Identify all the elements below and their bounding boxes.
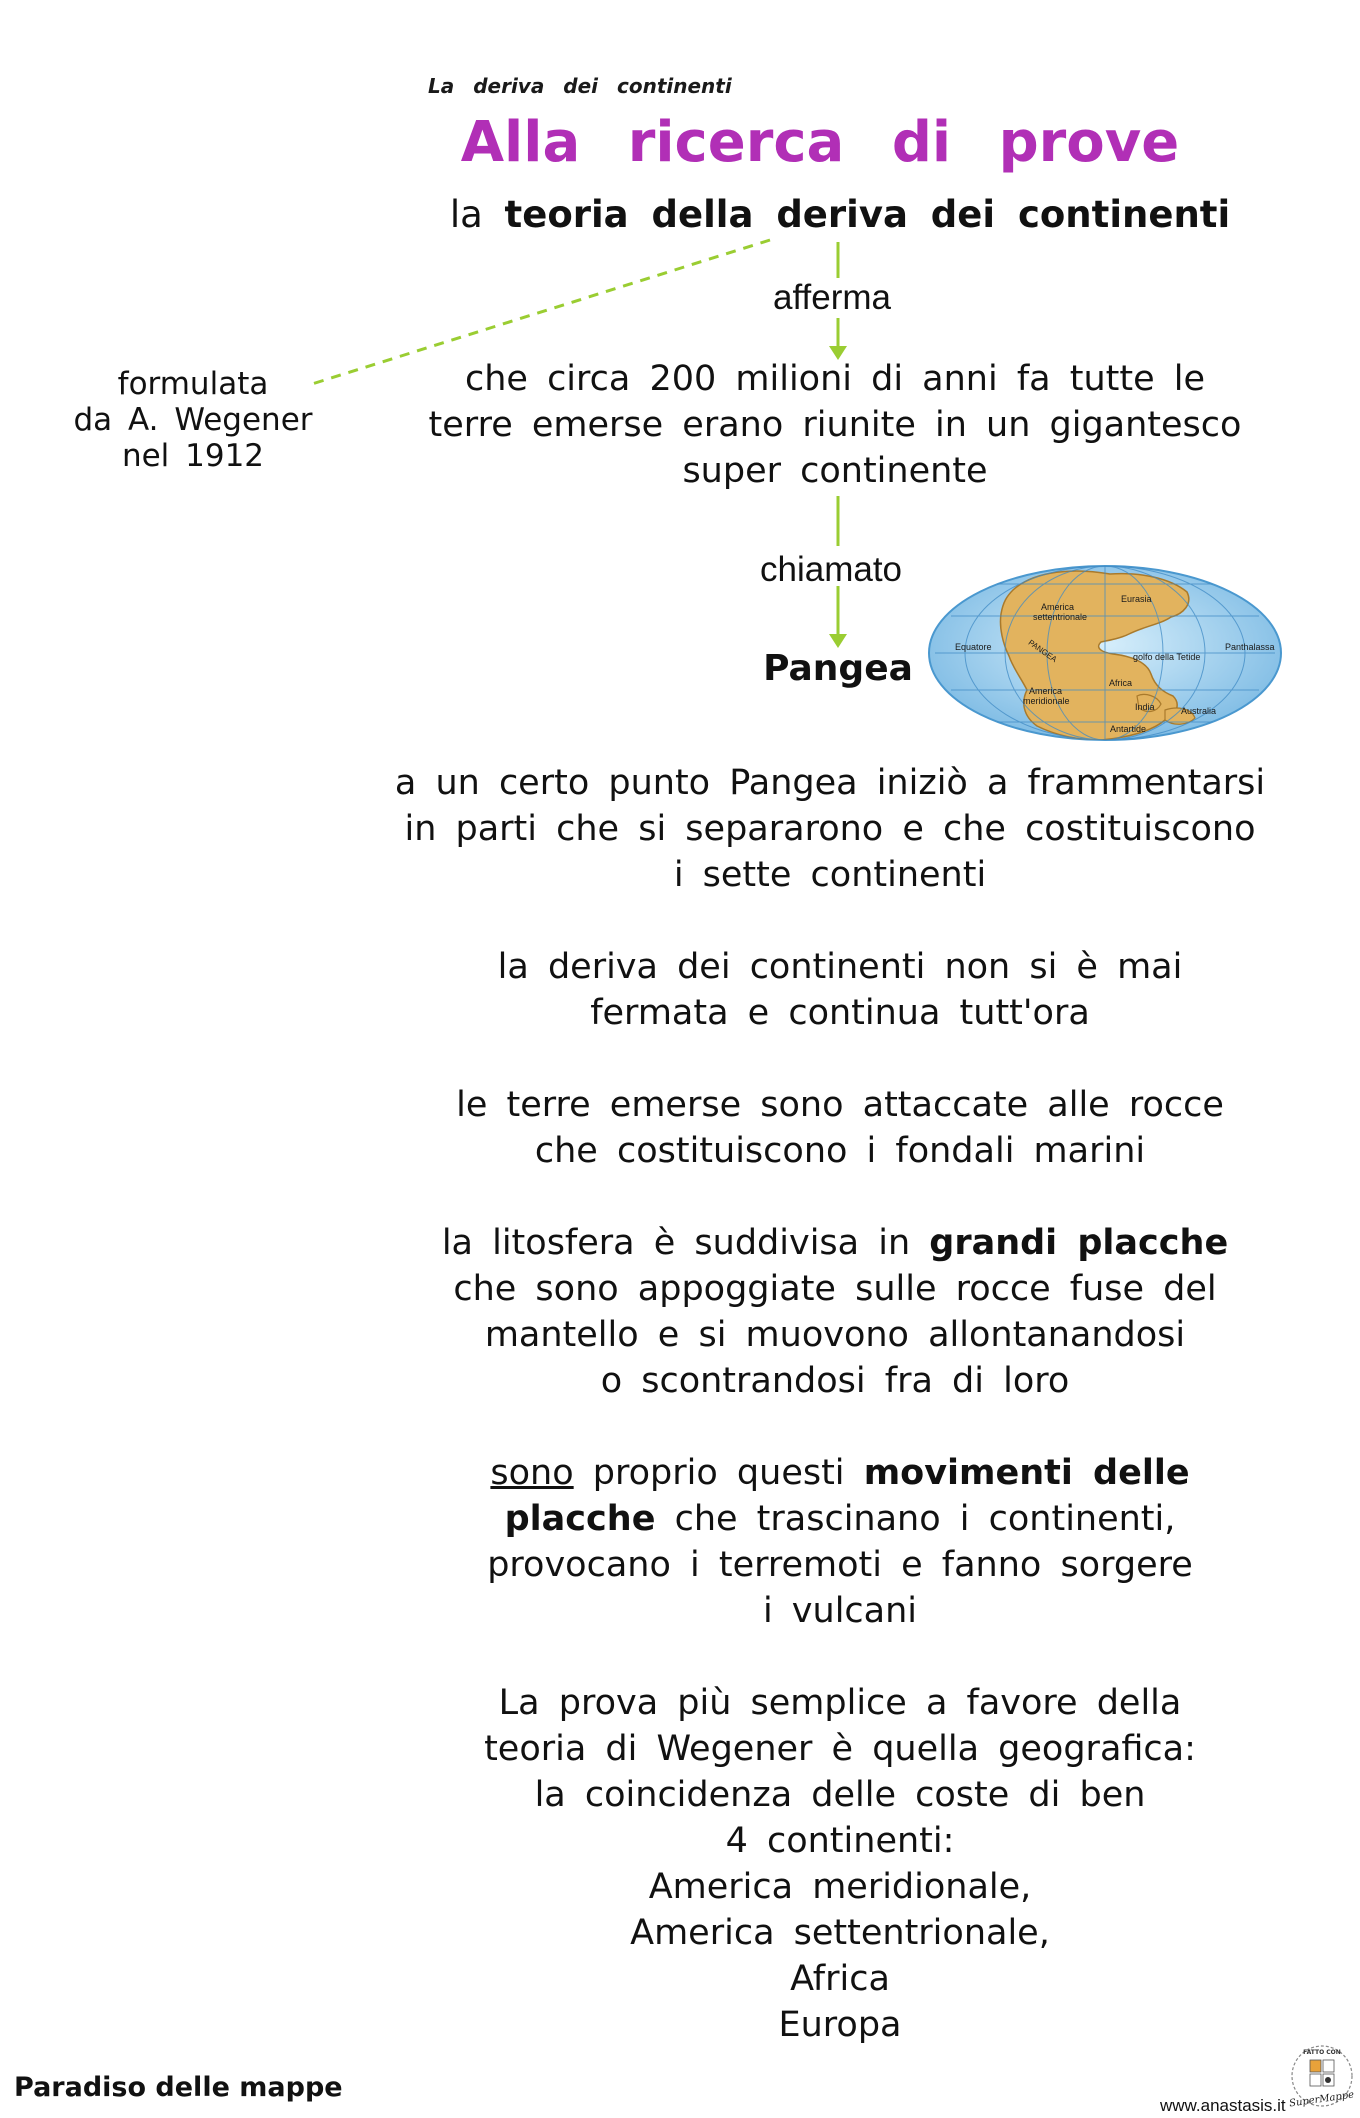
paragraph-ongoing-drift bbox=[420, 944, 1260, 1036]
text-line: i vulcani bbox=[762, 1591, 918, 1631]
footer-url[interactable]: www.anastasis.it bbox=[1160, 2096, 1286, 2115]
map-label-antartide: Antartide bbox=[1110, 724, 1147, 734]
arrowhead-chiamato bbox=[829, 634, 847, 648]
document-title: Alla ricerca di prove bbox=[460, 110, 1180, 175]
text-line: le terre emerse sono attaccate alle rocce bbox=[456, 1085, 1224, 1125]
text-line: mantello e si muovono allontanandosi bbox=[484, 1315, 1186, 1355]
map-label-australia: Australia bbox=[1181, 706, 1217, 716]
map-label-north-america: America bbox=[1041, 602, 1075, 612]
text-line: che circa 200 milioni di anni fa tutte le bbox=[464, 359, 1206, 399]
text-line: la deriva dei continenti non si è mai bbox=[497, 947, 1183, 987]
text-line: terre emerse erano riunite in un gigantesco bbox=[428, 405, 1242, 445]
map-label-africa: Africa bbox=[1109, 678, 1133, 688]
text-line bbox=[420, 1450, 1260, 1496]
text-line: super continente bbox=[682, 451, 988, 491]
text-line: Europa bbox=[778, 2005, 902, 2045]
badge-bottom-text: SuperMappe bbox=[1288, 2089, 1355, 2110]
map-label-south-america: America bbox=[1029, 686, 1063, 696]
map-label-south-america: meridionale bbox=[1023, 696, 1070, 706]
text-line: che sono appoggiate sulle rocce fuse del bbox=[453, 1269, 1217, 1309]
theory-prefix: la bbox=[449, 193, 483, 236]
map-label-india: India bbox=[1135, 702, 1155, 712]
paragraph-plate-movements bbox=[420, 1450, 1260, 1634]
side-note-line: nel 1912 bbox=[121, 438, 265, 474]
text-line: America meridionale, bbox=[648, 1867, 1032, 1907]
badge-top-text: FATTO CON bbox=[1303, 2049, 1341, 2056]
document-subtitle: La deriva dei continenti bbox=[428, 74, 732, 98]
map-label-panthalassa: Panthalassa bbox=[1225, 642, 1275, 652]
pangea-map bbox=[925, 562, 1285, 744]
text-line: Africa bbox=[790, 1959, 890, 1999]
text-line: fermata e continua tutt'ora bbox=[590, 993, 1090, 1033]
paragraph-plates bbox=[400, 1220, 1270, 1404]
map-label-equator: Equatore bbox=[955, 642, 992, 652]
side-note bbox=[58, 366, 328, 474]
text-span: la litosfera è suddivisa in bbox=[441, 1223, 911, 1263]
text-span: che trascinano i continenti, bbox=[674, 1499, 1176, 1539]
text-line: provocano i terremoti e fanno sorgere bbox=[487, 1545, 1193, 1585]
text-line: o scontrandosi fra di loro bbox=[600, 1361, 1070, 1401]
underlined-word: sono bbox=[490, 1453, 574, 1493]
text-line: teoria di Wegener è quella geografica: bbox=[484, 1729, 1196, 1769]
text-line bbox=[420, 1496, 1260, 1542]
text-line: America settentrionale, bbox=[630, 1913, 1050, 1953]
text-line bbox=[400, 1220, 1270, 1266]
text-line: la coincidenza delle coste di ben bbox=[534, 1775, 1146, 1815]
text-line: i sette continenti bbox=[673, 855, 987, 895]
paragraph-fragmentation bbox=[380, 760, 1280, 898]
paragraph-ocean-floor bbox=[420, 1082, 1260, 1174]
bold-term: placche bbox=[504, 1499, 656, 1539]
text-line: La prova più semplice a favore della bbox=[498, 1683, 1182, 1723]
map-label-north-america: settentrionale bbox=[1033, 612, 1088, 622]
map-label-tetide: golfo della Tetide bbox=[1133, 652, 1201, 662]
pangea-label: Pangea bbox=[763, 648, 913, 689]
link-label-chiamato: chiamato bbox=[760, 550, 903, 589]
text-line: a un certo punto Pangea iniziò a frammentarsi bbox=[394, 763, 1266, 803]
text-line: 4 continenti: bbox=[725, 1821, 955, 1861]
bold-term: movimenti delle bbox=[863, 1453, 1190, 1493]
map-label-pangea: PANGEA bbox=[1026, 637, 1059, 665]
text-line: che costituiscono i fondali marini bbox=[534, 1131, 1146, 1171]
link-label-afferma: afferma bbox=[773, 278, 892, 317]
statement-block bbox=[400, 356, 1270, 494]
paragraph-geographic-proof bbox=[420, 1680, 1260, 2048]
map-label-eurasia: Eurasia bbox=[1121, 594, 1152, 604]
text-span: proprio questi bbox=[592, 1453, 845, 1493]
theory-bold: teoria della deriva dei continenti bbox=[504, 193, 1231, 236]
supermappe-badge-icon bbox=[1288, 2040, 1356, 2114]
side-note-line: formulata bbox=[117, 366, 269, 402]
text-line: in parti che si separarono e che costituiscono bbox=[404, 809, 1256, 849]
bold-term: grandi placche bbox=[929, 1223, 1229, 1263]
footer-site-name: Paradiso delle mappe bbox=[14, 2072, 343, 2103]
side-note-line: da A. Wegener bbox=[73, 402, 313, 438]
